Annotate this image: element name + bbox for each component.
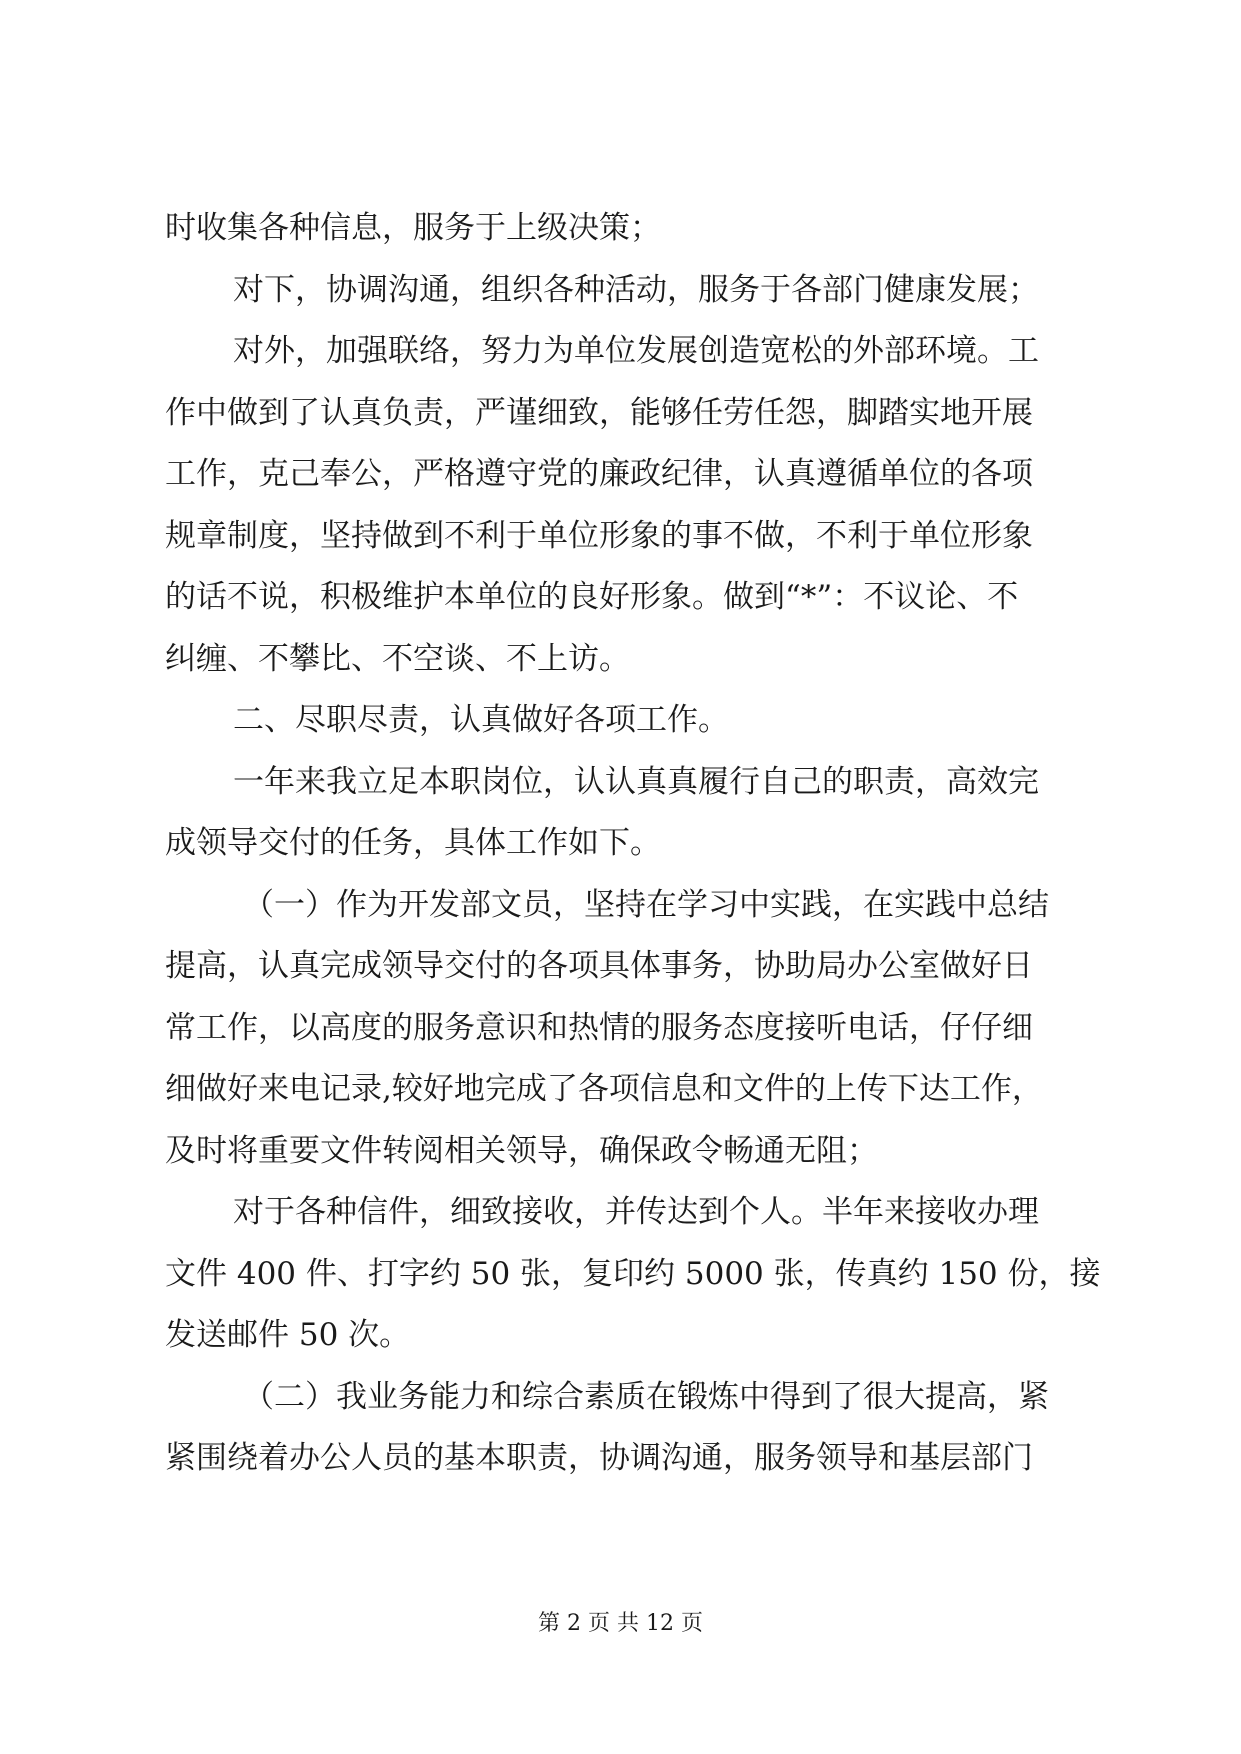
text-line: 纠缠、不攀比、不空谈、不上访。: [165, 640, 630, 677]
text-line: 及时将重要文件转阅相关领导，确保政令畅通无阻；: [165, 1132, 878, 1169]
text-line: 对于各种信件，细致接收，并传达到个人。半年来接收办理: [233, 1194, 1039, 1230]
text-line: 紧围绕着办公人员的基本职责，协调沟通，服务领导和基层部门: [165, 1440, 1033, 1476]
text-line: 对外，加强联络，努力为单位发展创造宽松的外部环境。工: [233, 333, 1039, 369]
page-footer: 第 2 页 共 12 页: [538, 1611, 703, 1636]
text-line: 对下，协调沟通，组织各种活动，服务于各部门健康发展；: [233, 271, 1039, 308]
document-body: [165, 198, 1101, 1490]
text-line: 成领导交付的任务，具体工作如下。: [165, 825, 661, 861]
text-line: 规章制度，坚持做到不利于单位形象的事不做，不利于单位形象: [165, 517, 1033, 554]
text-line: 文件 400 件、打字约 50 张，复印约 5000 张，传真约 150 份，接: [165, 1255, 1101, 1292]
text-line: 提高，认真完成领导交付的各项具体事务，协助局办公室做好日: [165, 948, 1033, 984]
text-line: 作中做到了认真负责，严谨细致，能够任劳任怨，脚踏实地开展: [165, 394, 1033, 431]
text-line: 工作，克己奉公，严格遵守党的廉政纪律，认真遵循单位的各项: [165, 456, 1033, 492]
text-line: 常工作，以高度的服务意识和热情的服务态度接听电话，仔仔细: [165, 1009, 1033, 1046]
text-line: （一）作为开发部文员，坚持在学习中实践，在实践中总结: [243, 886, 1049, 923]
text-line: 一年来我立足本职岗位，认认真真履行自己的职责，高效完: [233, 763, 1039, 800]
text-line: 时收集各种信息，服务于上级决策；: [165, 210, 661, 246]
section-heading: 二、尽职尽责，认真做好各项工作。: [233, 702, 729, 738]
text-line: 发送邮件 50 次。: [165, 1317, 411, 1353]
text-line: 的话不说，积极维护本单位的良好形象。做到“*”：不议论、不: [165, 579, 1019, 615]
text-line: 细做好来电记录,较好地完成了各项信息和文件的上传下达工作，: [165, 1071, 1043, 1107]
text-line: （二）我业务能力和综合素质在锻炼中得到了很大提高，紧: [243, 1378, 1049, 1415]
